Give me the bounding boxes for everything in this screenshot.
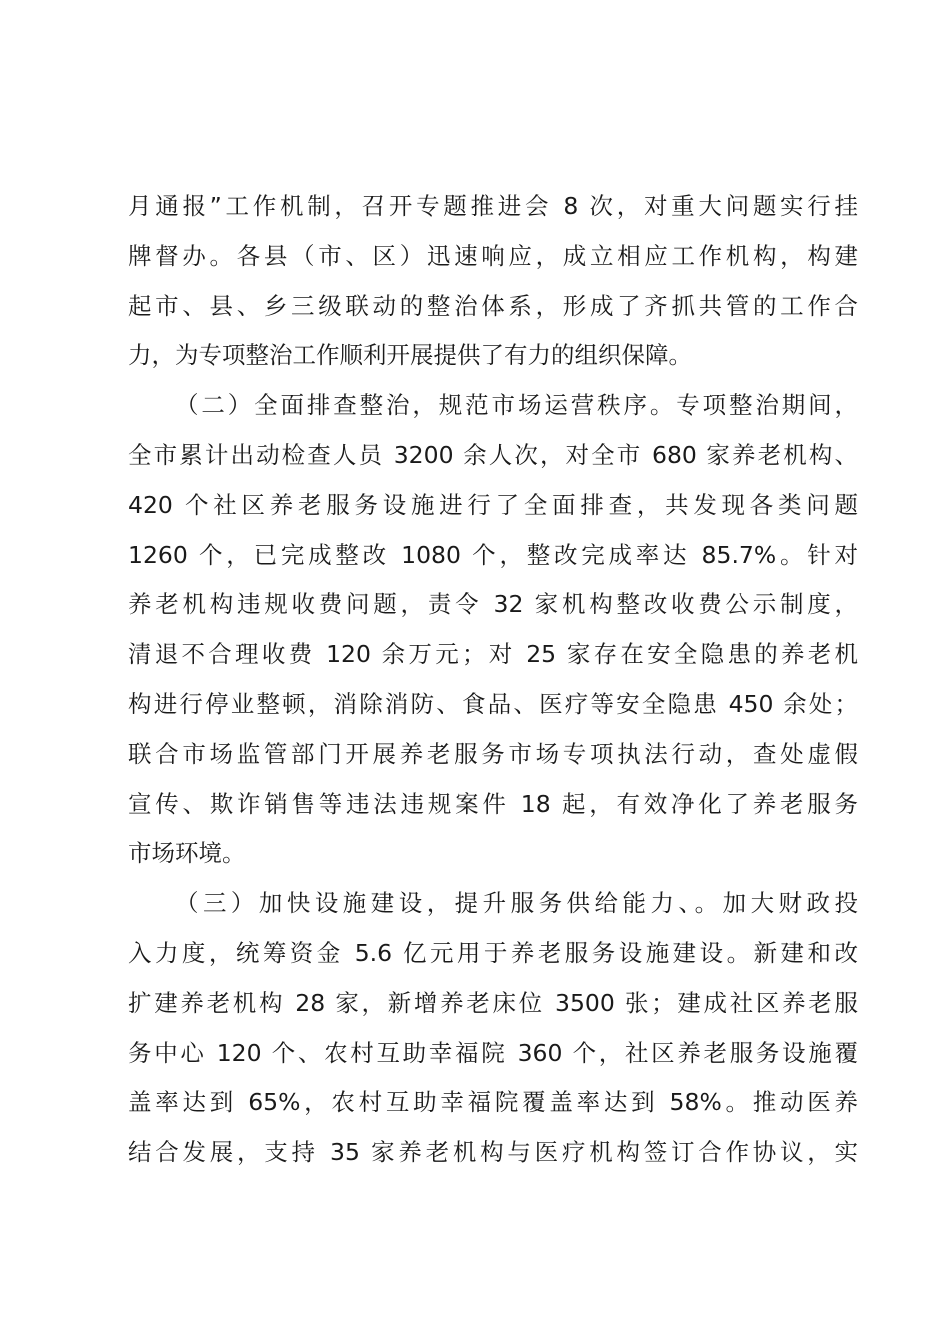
text-line: 宣传、欺诈销售等违法违规案件 18 起，有效净化了养老服务 bbox=[128, 789, 858, 818]
text-line: 牌督办。各县（市、区）迅速响应，成立相应工作机构，构建 bbox=[128, 241, 858, 270]
text-line: 盖率达到 65%，农村互助幸福院覆盖率达到 58%。推动医养 bbox=[128, 1088, 858, 1117]
text-line: 构进行停业整顿，消除消防、食品、医疗等安全隐患 450 余处； bbox=[128, 689, 858, 718]
text-line: 务中心 120 个、农村互助幸福院 360 个，社区养老服务设施覆 bbox=[128, 1038, 858, 1067]
body-text bbox=[128, 182, 858, 1178]
text-line: 1260 个，已完成整改 1080 个，整改完成率达 85.7%。针对 bbox=[128, 540, 858, 569]
text-line: 月通报”工作机制，召开专题推进会 8 次，对重大问题实行挂 bbox=[128, 192, 858, 220]
text-line: 结合发展，支持 35 家养老机构与医疗机构签订合作协议，实 bbox=[128, 1138, 858, 1167]
text-line: 起市、县、乡三级联动的整治体系，形成了齐抓共管的工作合 bbox=[128, 291, 858, 320]
text-line: 联合市场监管部门开展养老服务市场专项执法行动，查处虚假 bbox=[128, 739, 858, 768]
text-line: 市场环境。 bbox=[128, 839, 246, 868]
text-line: 全市累计出动检查人员 3200 余人次，对全市 680 家养老机构、 bbox=[128, 440, 858, 469]
text-line: 420 个社区养老服务设施进行了全面排查，共发现各类问题 bbox=[128, 490, 858, 519]
text-line: 入力度，统筹资金 5.6 亿元用于养老服务设施建设。新建和改 bbox=[128, 938, 858, 967]
text-line: 养老机构违规收费问题，责令 32 家机构整改收费公示制度， bbox=[128, 590, 858, 619]
text-line: 清退不合理收费 120 余万元；对 25 家存在安全隐患的养老机 bbox=[128, 640, 858, 669]
text-line: （三）加快设施建设，提升服务供给能力、。加大财政投 bbox=[175, 889, 858, 918]
text-line: 扩建养老机构 28 家，新增养老床位 3500 张；建成社区养老服 bbox=[128, 988, 858, 1017]
text-line: 力，为专项整治工作顺利开展提供了有力的组织保障。 bbox=[128, 341, 692, 370]
text-line: （二）全面排查整治，规范市场运营秩序。专项整治期间， bbox=[175, 391, 858, 420]
